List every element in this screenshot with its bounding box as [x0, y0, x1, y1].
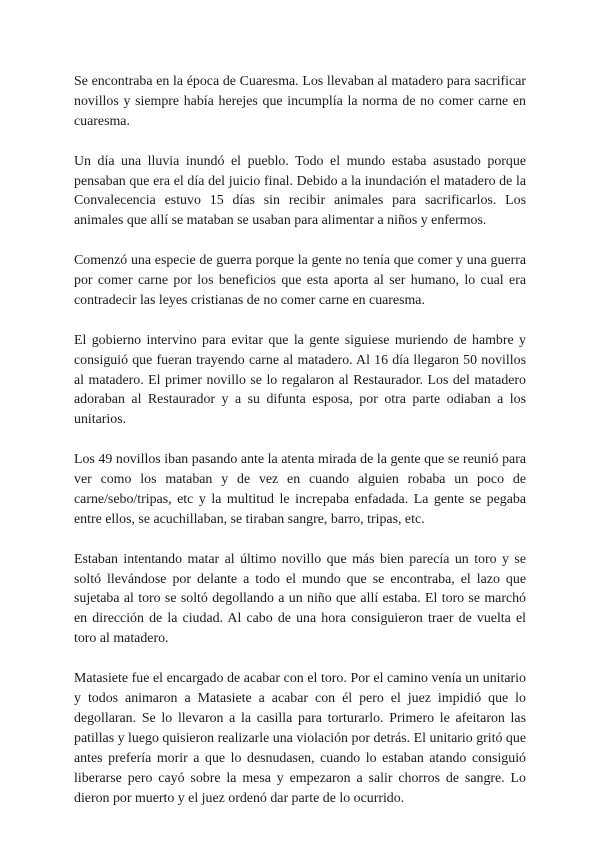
document-body: [74, 72, 526, 828]
paragraph-3: Comenzó una especie de guerra porque la gente no tenía que comer y una guerra por comer carne por los beneficios que esta aporta al ser humano, lo cual era contradecir las leyes cristianas de no comer carne en cuaresma.: [74, 253, 526, 308]
paragraph-1: Se encontraba en la época de Cuaresma. Los llevaban al matadero para sacrificar novillos y siempre había herejes que incumplía la norma de no comer carne en cuaresma.: [74, 74, 526, 129]
paragraph-5: Los 49 novillos iban pasando ante la atenta mirada de la gente que se reunió para ver como los mataban y de vez en cuando alguien robaba un poco de carne/sebo/tripas, etc y la multitud le increpaba enfadada. La gente se pegaba entre ellos, se acuchillaban, se tiraban sangre, barro, tripas, etc.: [74, 452, 526, 527]
paragraph-6: Estaban intentando matar al último novillo que más bien parecía un toro y se soltó llevándose por delante a todo el mundo que se encontraba, el lazo que sujetaba al toro se soltó degollando a un niño que allí estaba. El toro se marchó en dirección de la ciudad. Al cabo de una hora consiguieron traer de vuelta el toro al matadero.: [74, 551, 526, 647]
paragraph-2: Un día una lluvia inundó el pueblo. Todo el mundo estaba asustado porque pensaban que era el día del juicio final. Debido a la inundación el matadero de la Convalecencia estuvo 15 días sin recibir animales para sacrificarlos. Los animales que allí se mataban se usaban para alimentar a niños y enfermos.: [74, 153, 526, 229]
paragraph-4: El gobierno intervino para evitar que la gente siguiese muriendo de hambre y consiguió que fueran trayendo carne al matadero. Al 16 día llegaron 50 novillos al matadero. El primer novillo se lo regalaron al Restaurador. Los del matadero adoraban al Restaurador y a su difunta esposa, por otra parte odiaban a los unitarios.: [74, 332, 526, 428]
paragraph-7: Matasiete fue el encargado de acabar con el toro. Por el camino venía un unitario y todos animaron a Matasiete a acabar con él pero el juez impidió que lo degollaran. Se lo llevaron a la casilla para torturarlo. Primero le afeitaron las patillas y luego quisieron realizarle una violación por detrás. El unitario gritó que antes prefería morir a que lo desnudasen, cuando lo estaban atando consiguió liberarse pero cayó sobre la mesa y empezaron a salir chorros de sangre. Lo dieron por muerto y el juez ordenó dar parte de lo ocurrido.: [74, 671, 526, 806]
